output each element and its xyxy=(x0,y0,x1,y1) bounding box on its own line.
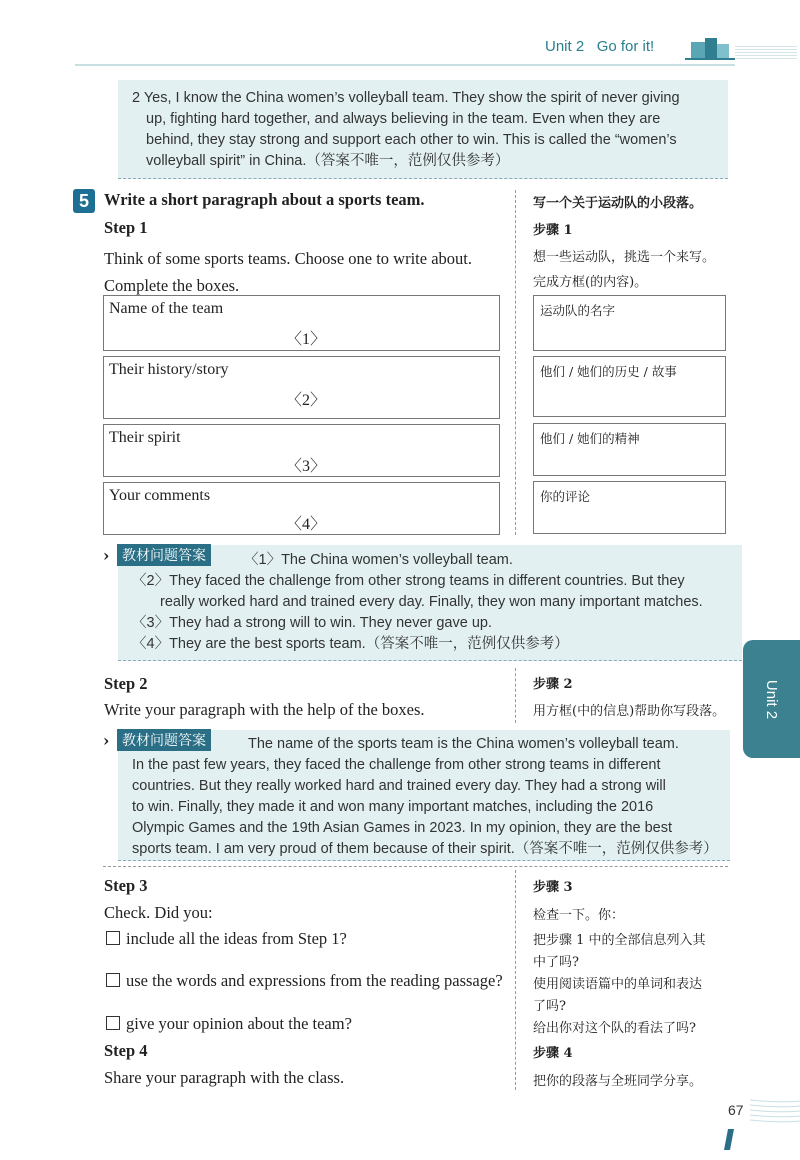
page-number: 67 xyxy=(728,1102,744,1118)
column-divider xyxy=(515,190,516,535)
answer1-line: 〈2〉They faced the challenge from other strong teams in different countries. But they xyxy=(132,573,685,589)
header-title: Go for it! xyxy=(596,38,655,55)
step3-intro: Check. Did you: xyxy=(104,903,213,922)
unit-side-tab-label: Unit 2 xyxy=(763,679,780,719)
top-answer-text xyxy=(132,88,680,172)
step2-text-cn: 用方框(中的信息)帮助你写段落。 xyxy=(533,704,726,719)
box-number: 〈3〉 xyxy=(286,458,327,475)
checklist-item[interactable] xyxy=(106,1014,352,1034)
step2-label-cn: 步骤 2 xyxy=(533,677,573,692)
header-rule xyxy=(75,64,735,66)
history-box[interactable] xyxy=(103,356,500,419)
spirit-box[interactable] xyxy=(103,424,500,477)
header-decoration xyxy=(735,46,797,60)
checklist-text: give your opinion about the team? xyxy=(126,1014,352,1033)
box-label: Name of the team xyxy=(109,300,224,317)
answer1-line: really worked hard and trained every day. Finally, they won many important matches. xyxy=(160,594,703,610)
answer2-line: sports team. I am very proud of them because of their spirit.（答案不唯一，范例仅供参考） xyxy=(132,841,718,857)
answer2-line: to win. Finally, they made it and won many important matches, including the 2016 xyxy=(132,799,654,815)
step1-text xyxy=(104,245,472,299)
answer-tag-1: 教材问题答案 xyxy=(117,544,211,566)
box-label-cn: 他们 / 她们的精神 xyxy=(540,431,640,446)
comments-box-cn xyxy=(533,481,726,534)
step3-items-cn xyxy=(533,930,706,1040)
page-corner-decoration xyxy=(720,1095,800,1150)
checkbox[interactable] xyxy=(106,931,120,945)
box-label: Your comments xyxy=(109,487,211,504)
answer1-line: 〈1〉The China women’s volleyball team. xyxy=(244,552,513,568)
header-unit: Unit 2 xyxy=(545,38,585,55)
comments-box[interactable] xyxy=(103,482,500,535)
box-label: Their history/story xyxy=(109,361,229,378)
top-answer-line: behind, they stay strong and support each other to win. This is called the “women’s xyxy=(146,132,677,148)
box-label-cn: 他们 / 她们的历史 / 故事 xyxy=(540,364,677,379)
checklist-text-cn: 使用阅读语篇中的单词和表达 xyxy=(533,977,703,992)
box-number: 〈2〉 xyxy=(286,392,327,409)
step4-text: Share your paragraph with the class. xyxy=(104,1068,345,1087)
step2-label: Step 2 xyxy=(104,674,148,693)
step1-line-cn: 完成方框(的内容)。 xyxy=(533,275,648,290)
step4-label-cn: 步骤 4 xyxy=(533,1046,573,1061)
task-number: 5 xyxy=(78,191,89,211)
checklist-text: use the words and expressions from the reading passage? xyxy=(126,971,503,990)
answer2-line: The name of the sports team is the China women’s volleyball team. xyxy=(248,736,679,752)
step1-label: Step 1 xyxy=(104,218,148,237)
task-number-badge xyxy=(73,189,95,213)
step3-label-cn: 步骤 3 xyxy=(533,880,573,895)
column-divider xyxy=(515,870,516,1090)
step1-text-cn xyxy=(533,245,715,295)
answer2-line: Olympic Games and the 19th Asian Games in 2023. In my opinion, they are the best xyxy=(132,820,673,836)
team-name-box-cn xyxy=(533,295,726,351)
top-answer-line: up, fighting hard together, and always believing in the team. Even when they are xyxy=(146,111,661,127)
box-label-cn: 运动队的名字 xyxy=(540,303,616,318)
unit-side-tab[interactable] xyxy=(743,640,800,758)
step3-label: Step 3 xyxy=(104,876,148,895)
column-divider xyxy=(515,668,516,723)
top-answer-line: 2 Yes, I know the China women’s volleyball team. They show the spirit of never giving xyxy=(132,90,680,106)
checklist-text-cn: 给出你对这个队的看法了吗? xyxy=(533,1021,696,1036)
chevron-right-icon: › xyxy=(103,731,110,750)
step4-text-cn: 把你的段落与全班同学分享。 xyxy=(533,1074,703,1089)
answer2-line: countries. But they really worked hard and trained every day. They had a strong will xyxy=(132,778,666,794)
step1-line: Complete the boxes. xyxy=(104,276,240,295)
box-number: 〈4〉 xyxy=(286,516,327,533)
answer1-line: 〈3〉They had a strong will to win. They never gave up. xyxy=(132,615,493,631)
step3-intro-cn: 检查一下。你： xyxy=(533,908,625,923)
running-header xyxy=(545,38,654,55)
box-label-cn: 你的评论 xyxy=(540,489,591,504)
step2-text: Write your paragraph with the help of the boxes. xyxy=(104,700,425,719)
box-label: Their spirit xyxy=(109,429,181,446)
task-title-cn: 写一个关于运动队的小段落。 xyxy=(533,196,703,211)
checklist-text-cn: 把步骤 1 中的全部信息列入其 xyxy=(533,933,706,948)
team-name-box[interactable] xyxy=(103,295,500,351)
spirit-box-cn xyxy=(533,423,726,476)
checklist-text-cn: 中了吗? xyxy=(533,955,579,970)
checkbox[interactable] xyxy=(106,973,120,987)
step1-label-cn: 步骤 1 xyxy=(533,223,573,238)
section-divider xyxy=(103,866,728,867)
step1-line-cn: 想一些运动队，挑选一个来写。 xyxy=(533,250,716,265)
top-answer-line: volleyball spirit” in China.（答案不唯一，范例仅供参考） xyxy=(146,153,510,169)
answer1-line: 〈4〉They are the best sports team.（答案不唯一，范例仅供参考） xyxy=(132,636,569,652)
checklist-text-cn: 了吗? xyxy=(533,999,566,1014)
checklist-text: include all the ideas from Step 1? xyxy=(126,929,347,948)
chevron-right-icon: › xyxy=(103,546,110,565)
checklist-item[interactable] xyxy=(106,971,503,991)
step1-line: Think of some sports teams. Choose one to write about. xyxy=(104,249,472,268)
checklist-item[interactable] xyxy=(106,929,347,949)
checkbox[interactable] xyxy=(106,1016,120,1030)
answer-tag-2: 教材问题答案 xyxy=(117,729,211,751)
step4-label: Step 4 xyxy=(104,1041,148,1060)
history-box-cn xyxy=(533,356,726,417)
answer2-line: In the past few years, they faced the challenge from other strong teams in different xyxy=(132,757,661,773)
box-number: 〈1〉 xyxy=(286,331,327,348)
books-icon xyxy=(685,32,735,62)
task-title: Write a short paragraph about a sports team. xyxy=(104,190,425,209)
